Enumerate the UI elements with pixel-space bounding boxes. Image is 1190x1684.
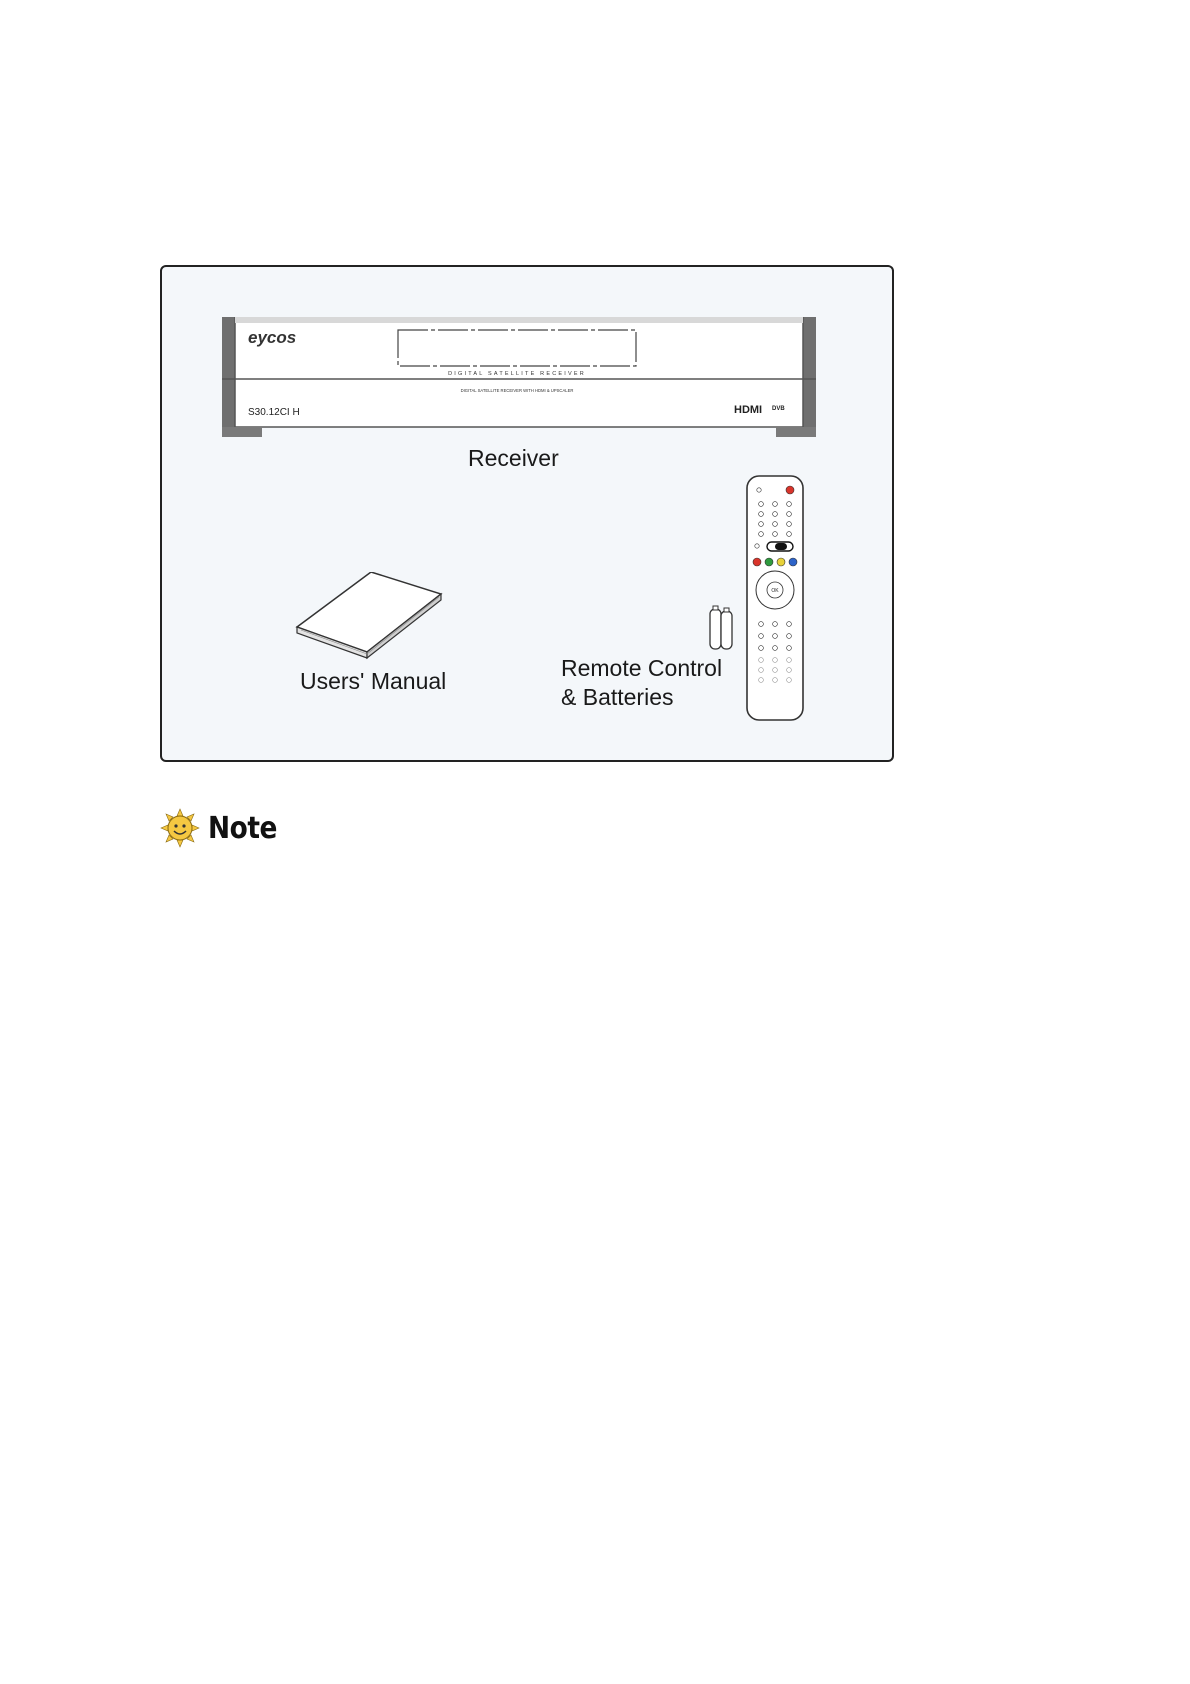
dvb-logo: DVB <box>772 406 785 412</box>
remote-label-line2: & Batteries <box>561 684 674 710</box>
remote-ok-label: OK <box>771 588 779 594</box>
receiver-illustration <box>222 317 816 439</box>
manual-illustration <box>295 572 445 664</box>
receiver-model: S30.12CI H <box>248 407 300 418</box>
note-title: Note <box>208 810 277 846</box>
receiver-front-text: DIGITAL SATELLITE RECEIVER <box>448 371 586 377</box>
note-heading <box>160 806 286 850</box>
receiver-label: Receiver <box>468 445 559 471</box>
manual-label: Users' Manual <box>300 668 447 694</box>
remote-label-line1: Remote Control <box>561 655 723 681</box>
sun-icon <box>160 808 200 848</box>
receiver-lower-text: DIGITAL SATELLITE RECEIVER WITH HDMI & UPSCALER <box>460 388 574 393</box>
remote-label <box>561 654 722 712</box>
package-contents-figure <box>160 265 894 762</box>
hdmi-logo: HDMI <box>734 404 763 416</box>
batteries-illustration <box>708 605 736 651</box>
receiver-brand: eycos <box>248 328 297 347</box>
remote-illustration <box>745 474 805 724</box>
